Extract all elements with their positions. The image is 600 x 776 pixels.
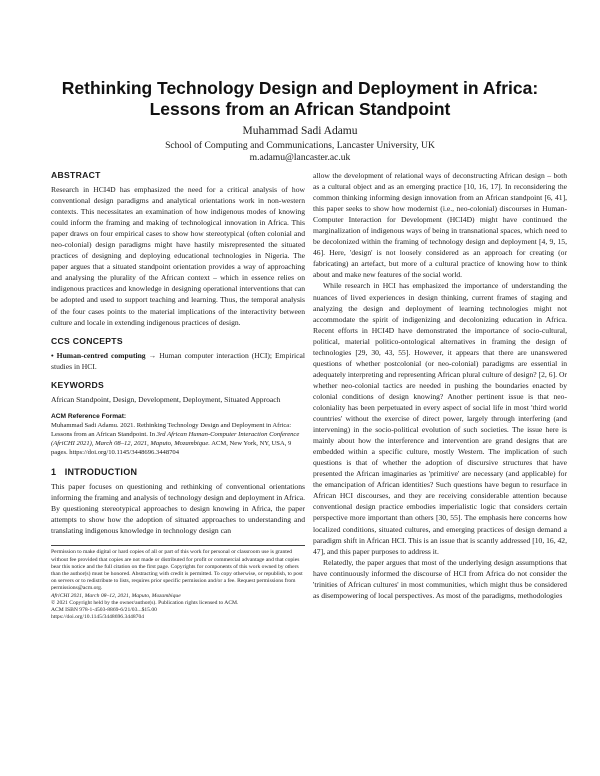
introduction-heading: 1 INTRODUCTION — [51, 467, 138, 478]
footnote-permission: Permission to make digital or hard copies of all or part of this work for personal or classroom use is granted without fee provided that copies are not made or distributed for profit or commercial advantage and that copies bear this notice and the full citation on the first page. Copyrights for components of this work owned by others than the author(s) must be honored. Abstracting with credit is permitted. To copy otherwise, or republish, to post on servers or to redistribute to lists, requires prior specific permission and/or a fee. Request permissions from permissions@acm.org. — [51, 549, 303, 592]
author-email: m.adamu@lancaster.ac.uk — [249, 152, 351, 163]
ccs-heading: CCS CONCEPTS — [51, 335, 123, 346]
reference-end: ACM, New York, NY, USA, 9 pages. https://doi.org/10.1145/3448696.3448704 — [51, 439, 292, 457]
abstract-heading: ABSTRACT — [51, 170, 101, 180]
author-name: Muhammad Sadi Adamu — [242, 125, 358, 137]
keywords-section — [51, 380, 305, 405]
title-line-1: Rethinking Technology Design and Deployment in Africa: — [61, 78, 539, 98]
ccs-rest: Human computer interaction (HCI); Empirical studies in HCI. — [51, 350, 305, 371]
right-column — [313, 170, 567, 601]
reference-format-heading: ACM Reference Format: — [51, 412, 127, 420]
footnote-isbn: ACM ISBN 978-1-4503-8869-6/21/03...$15.00 — [51, 606, 157, 613]
affiliation-line: School of Computing and Communications, Lancaster University, UK — [165, 140, 435, 151]
right-paragraph-1: allow the development of relational ways of deconstructing African design – both as a cultural object and as an emerging practice [10, 16, 17]. In reconsidering the common thinking informing design innovation from an African standpoint [6, 41], this paper seeks to show how modernist (i.e., neo-colonial) discourses in Human-Computer Interaction for Development (HCI4D) might have continued the marginalization of indigenous ways of being in transnational spaces, which need to be decolonized within the framing of technology design and deployment [4, 9, 15, 46]. Here, 'design' is not loosely considered as an approach for creating (or fabricating) an artefact, but more of a cultural practice of knowing how to think about and make new features of the social world. — [313, 171, 567, 280]
ccs-section — [51, 336, 305, 372]
reference-format-text — [51, 421, 305, 457]
introduction-section — [51, 467, 305, 536]
abstract-section — [51, 170, 305, 328]
introduction-text: This paper focuses on questioning and rethinking of conventional orientations informing the framing and analysis of technology design and deployment in Africa. By questioning stereotypical approaches to design knowing in Africa, the paper attempts to show how the adoption of situated approaches to understanding and translating indigenous knowledge in technology design can — [51, 482, 305, 536]
footnote-conference — [51, 593, 305, 600]
footnote-conf-italic: AfriCHI 2021, March 08–12, 2021, Maputo, Mozambique — [51, 592, 181, 599]
footnote-doi: https://doi.org/10.1145/3448696.3448704 — [51, 614, 145, 621]
reference-italic: 3rd African Human-Computer Interaction Conference (AfriCHI 2021), March 08–12, 2021, Maputo, Mozambique. — [51, 430, 300, 447]
ccs-bullet: • Human-centred computing — [51, 350, 146, 360]
ccs-arrow: → — [148, 350, 157, 360]
ccs-text — [51, 350, 305, 372]
footnote-copyright: © 2021 Copyright held by the owner/author(s). Publication rights licensed to ACM. — [51, 599, 239, 606]
keywords-text: African Standpoint, Design, Development, Deployment, Situated Approach — [51, 394, 281, 404]
paper-title — [40, 78, 560, 120]
copyright-footnote — [51, 545, 305, 621]
title-line-2: Lessons from an African Standpoint — [149, 99, 451, 119]
right-paragraph-3: Relatedly, the paper argues that most of the underlying design assumptions that have continuously informed the discourse of HCI from Africa do not consider the 'trinities of African cultures' in most communities, which might thus be considered as disempowering of local perspectives. As most of the paradigms, methodologies — [313, 557, 567, 600]
abstract-text: Research in HCI4D has emphasized the need for a critical analysis of how conventional design paradigms and analytical orientations work in non-western contexts. This necessitates an examination of how indigenous modes of knowing could inform the framing and making of technological innovation in Africa. This paper draws on four empirical cases to show how stereotypical (often colonial and neo-colonial) design paradigms might have hastily misrepresented the situated practices of designing and deploying educational technologies in Nigeria. The paper argues that a situated standpoint orientation provides a way of approaching and analysing the plurality of the African context – which in essence relies on indigenous practices and knowledge in designing operational interventions that can be adopted and used to support teaching and learning. Thus, the temporal analysis of the four cases points to the material implications of the interactivity between culture and locale in extending indigenous practices of design. — [51, 185, 305, 327]
right-paragraph-2: While research in HCI has emphasized the importance of understanding the nuances of lived experiences in design thinking, current frames of staging and analyzing the design and deployment of learning technologies might not accommodate the spirit of indigenizing and decolonizing education in Africa. Recent efforts in HCI4D have demonstrated the importance of socio-cultural, political, material politico-ontological alternatives in framing the design of technologies [29, 30, 43, 55]. However, it appears that there are unanswered questions of whether postcolonial (or neo-colonial) paradigms are essential in adequately interpreting and representing African plural culture of design? [2, 6]. Or whether neo-colonial tactics are needed in pushing the boundaries enacted by colonial conditions of design knowing? Another pertinent issue is that neo-coloniality has been perpetuated in every aspect of social life in most 'third world countries' without the exercise of direct power, largely through interfering (and intervening) in the socio-political evolution of such societies. The issue here is mainly about how the interference and intervention are grand designs that are embedded within a specific culture, mostly Western. The implication of such questions is that of whether the adoption of discursive structures that have presented the African imaginaries as 'primitive' are necessary (and applicable) for the emancipation of African identities? Such questions have begun to resurface in African HCI discourses, and they are receiving considerable attention because conventional design practice embodies imperialistic logic that considers certain perspective more important than others [30, 55]. The emphasis here concerns how localized conditions, situated cultures, and emerging practices of design demand a paradigm shift in African HCI. This is an issue that is scantly addressed [10, 16, 42, 47], and this paper purposes to address it. — [313, 281, 567, 556]
left-column — [51, 170, 305, 621]
keywords-heading: KEYWORDS — [51, 379, 105, 390]
reference-plain: Muhammad Sadi Adamu. 2021. Rethinking Technology Design and Deployment in Africa: Lessons from an African Standpoint. In — [51, 421, 292, 438]
author-affiliation — [40, 140, 560, 164]
